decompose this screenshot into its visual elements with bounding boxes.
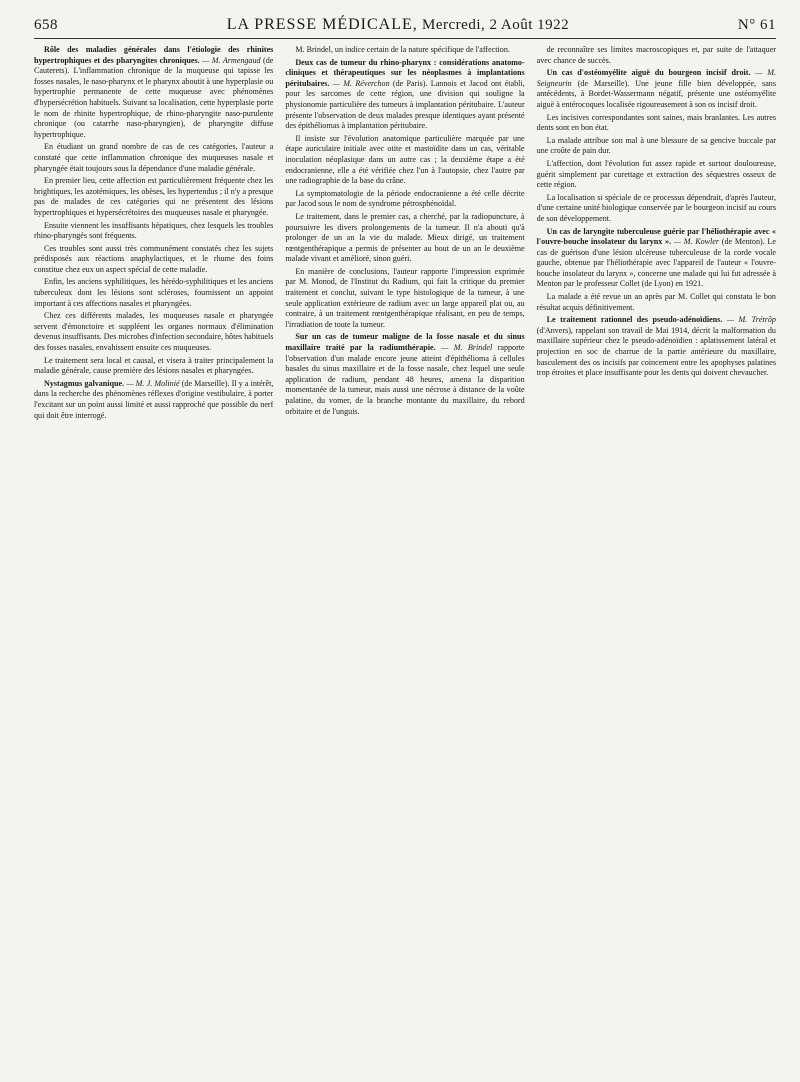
article-paragraph: M. Brindel, un indice certain de la nature spécifique de l'affection. bbox=[295, 45, 510, 54]
article-paragraph: Ces troubles sont aussi très communément constatés chez les sujets prédisposés aux réactions anaphylactiques, et le rhume des foins constitue chez eux un aspect spécial de cette maladie. bbox=[34, 243, 274, 274]
article-paragraph: Le traitement sera local et causal, et visera à traiter principalement la maladie générale, cause première des lésions nasales et pharyngées. bbox=[34, 355, 274, 376]
article-paragraph: Le traitement rationnel des pseudo-adénoïdiens. — M. Trétrôp (d'Anvers), rappelant son travail de Mai 1914, décrit la malformation du maxillaire supérieur chez le pseudo-adénoïdien : aplatissement latéral et projection en soc de charrue de la partie antérieure du maxillaire, basculement des os incisifs par coincement entre les apophyses palatines trop étroites et place insuffisante pour les dents qui doivent chevaucher. bbox=[536, 315, 776, 378]
page-header bbox=[34, 16, 776, 39]
article-title: Un cas d'ostéomyélite aiguë du bourgeon incisif droit. bbox=[546, 68, 751, 78]
article-paragraph: Un cas de laryngite tuberculeuse guérie par l'héliothérapie avec « l'ouvre-bouche insolateur du larynx ». — M. Kowler (de Menton). Le cas de guérison d'une lésion ulcéreuse tuberculeuse de la corde vocale gauche, obtenue par l'héliothérapie avec l'appareil de l'auteur « l'ouvre-bouche insolateur du larynx », concerne une malade qui lui fut adressée à Menton par le professeur Collet (de Lyon) en 1921. bbox=[536, 226, 776, 289]
issue-number: N° 61 bbox=[737, 17, 776, 33]
article-paragraph: La localisation si spéciale de ce processus dépendrait, d'après l'auteur, d'une certaine unité biologique conservée par le bourgeon incisif au cours de son développement. bbox=[536, 192, 776, 223]
article-title: Sur un cas de tumeur maligne de la fosse nasale et du sinus maxillaire traité par la radiumthérapie. bbox=[285, 332, 525, 353]
article-paragraph: Un cas d'ostéomyélite aiguë du bourgeon incisif droit. — M. Seigneurin (de Marseille). Une jeune fille bien développée, sans antécédents, à Bordet-Wassermann négatif, présente une ostéomyélite aiguë à entérocoques localisée rigoureusement à son os incisif droit. bbox=[536, 68, 776, 109]
article-title: Nystagmus galvanique. bbox=[44, 378, 125, 388]
article-title: Deux cas de tumeur du rhino-pharynx : considérations anatomo-cliniques et thérapeutiques sur les néoplasmes à implantations péritubaires. bbox=[285, 57, 525, 88]
article-paragraph: L'affection, dont l'évolution fut assez rapide et surtout douloureuse, guérit simplement par curettage et extraction des séquestres osseux de cette région. bbox=[536, 158, 776, 190]
issue-date: Mercredi, 2 Août 1922 bbox=[422, 17, 570, 33]
article-author: — M. J. Molinié bbox=[126, 378, 180, 388]
journal-title-line bbox=[227, 16, 569, 34]
article-author: — M. Seigneurin bbox=[536, 68, 776, 88]
article-title: Le traitement rationnel des pseudo-adénoïdiens. bbox=[546, 315, 723, 325]
article-title: Rôle des maladies générales dans l'étiologie des rhinites hypertrophiques et des pharyngites chroniques. bbox=[34, 45, 274, 65]
article-paragraph: La symptomatologie de la période endocranienne a été celle décrite par Jacod sous le nom de syndrome pétrosphénoïdal. bbox=[285, 188, 525, 209]
article-paragraph: Deux cas de tumeur du rhino-pharynx : considérations anatomo-cliniques et thérapeutiques sur les néoplasmes à implantations péritubaires. — M. Réverchon (de Paris). Lannois et Jacod ont établi, pour les sarcomes de cette région, une division qui souligne la physionomie particulière des tumeurs à implantation péritubaire. L'auteur présente l'observation de deux malades presque identiques ayant présenté des épithéliomas à implantation péritubaire. bbox=[285, 57, 525, 131]
article-paragraph: de reconnaître ses limites macroscopiques et, par suite de l'attaquer avec chance de succès. bbox=[536, 45, 776, 65]
article-paragraph: En étudiant un grand nombre de cas de ces catégories, l'auteur a constaté que cette inflammation chronique des muqueuses nasale et pharyngée était toujours sous la dépendance d'une maladie générale. bbox=[34, 142, 274, 173]
text-columns bbox=[34, 45, 776, 1055]
page-number: 658 bbox=[34, 17, 58, 33]
article-paragraph: Le traitement, dans le premier cas, a cherché, par la radiopuncture, à poursuivre les divers prolongements de la tumeur. Il n'a abouti qu'à prolonger de un an la vie du malade. Mieux dirigé, un traitement rœntgenthérapique a permis de présenter au bout de un an le deuxième malade vivant et amélioré, sinon guéri. bbox=[285, 211, 525, 264]
article-paragraph: Rôle des maladies générales dans l'étiologie des rhinites hypertrophiques et des pharyngites chroniques. — M. Armengaud (de Cauterets). L'inflammation chronique de la muqueuse qui tapisse les fosses nasales, le naso-pharynx et le pharynx aboutit à une hyperplasie ou hypertrophie permanente de cette muqueuse avec phénomènes d'hypersécrétion habituels. Suivant sa localisation, cette hyperplasie porte le nom de rhinite hypertrophique, de rhino-pharyngite naso-purulente chronique (ou catarrhe naso-pharyngien), de pharyngite diffuse hypertrophique. bbox=[34, 45, 274, 139]
article-paragraph: Il insiste sur l'évolution anatomique particulière marquée par une étape auriculaire initiale avec otite et mastoïdite dans un cas, véritable inoculation néoplasique dans un autre cas ; la deuxième étape a été endocranienne, elle a été vérifiée chez l'un à l'autopsie, chez l'autre par une radiographie de la base du crâne. bbox=[285, 133, 525, 186]
article-author: — M. Armengaud bbox=[202, 55, 261, 65]
column-middle bbox=[285, 45, 524, 1055]
article-paragraph: La malade a été revue un an après par M. Collet qui constata le bon résultat acquis définitivement. bbox=[536, 292, 776, 312]
article-author: — M. Brindel bbox=[441, 343, 493, 353]
article-paragraph: En manière de conclusions, l'auteur rapporte l'impression exprimée par M. Monod, de l'Institut du Radium, qui fait la critique du premier traitement et conclut, suivant le type histologique de la tumeur, à une seule application extérieure de radium avec un large appareil plat ou, au contraire, à un traitement rœntgenthérapique réalisant, en peu de temps, l'irradiation de toute la tumeur. bbox=[285, 266, 525, 329]
article-paragraph: Chez ces différents malades, les muqueuses nasale et pharyngée servent d'émonctoire et suppléent les organes normaux d'élimination devenus insuffisants. Des microbes d'infection secondaire, hôtes habituels des fosses nasales, envahissent ensuite ces muqueuses. bbox=[34, 311, 274, 353]
article-paragraph: Nystagmus galvanique. — M. J. Molinié (de Marseille). Il y a intérêt, dans la recherche des phénomènes réflexes d'origine vestibulaire, à porter l'excitant sur un point aussi limité et aussi rapproché que possible du nerf qui doit être interrogé. bbox=[34, 378, 274, 420]
article-author: — M. Réverchon bbox=[332, 78, 390, 88]
article-title: Un cas de laryngite tuberculeuse guérie par l'héliothérapie avec « l'ouvre-bouche insolateur du larynx ». bbox=[536, 226, 776, 247]
article-paragraph: En premier lieu, cette affection est particulièrement fréquente chez les brightiques, les azotémiques, les obèses, les hypertendus ; il n'y a presque pas de malades de ces catégories qui ne présentent des lésions hypertrophiques et hypersécrétoires des muqueuses nasale et pharyngée. bbox=[34, 176, 274, 217]
journal-title: LA PRESSE MÉDICALE, bbox=[226, 16, 418, 33]
column-left bbox=[34, 45, 273, 1055]
article-paragraph: Ensuite viennent les insuffisants hépatiques, chez lesquels les troubles rhino-pharyngés sont fréquents. bbox=[34, 220, 274, 241]
article-author: — M. Kowler bbox=[673, 237, 720, 247]
column-right bbox=[537, 45, 776, 1055]
article-paragraph: La malade attribue son mal à une blessure de sa gencive buccale par une croûte de pain dur. bbox=[536, 135, 776, 156]
article-author: — M. Trétrôp bbox=[726, 315, 776, 325]
article-paragraph: Enfin, les anciens syphilitiques, les hérédo-syphilitiques et les anciens tuberculeux dont les lésions sont scléroses, fournissent un appoint important à ces affections nasales et pharyngées. bbox=[34, 277, 274, 308]
article-paragraph: Sur un cas de tumeur maligne de la fosse nasale et du sinus maxillaire traité par la radiumthérapie. — M. Brindel rapporte l'observation d'un malade encore jeune atteint d'épithélioma à cellules basales du sinus maxillaire et de la fosse nasale, chez lequel une seule application de radium, pendant 48 heures, amena la disparition momentanée de la tumeur, mais aussi une nécrose à distance de la voûte palatine, du vomer, de la branche montante du maxillaire, du rebord orbitaire et de l'unguis. bbox=[285, 332, 525, 416]
article-paragraph: Les incisives correspondantes sont saines, mais branlantes. Les autres dents sont en bon état. bbox=[536, 112, 776, 133]
